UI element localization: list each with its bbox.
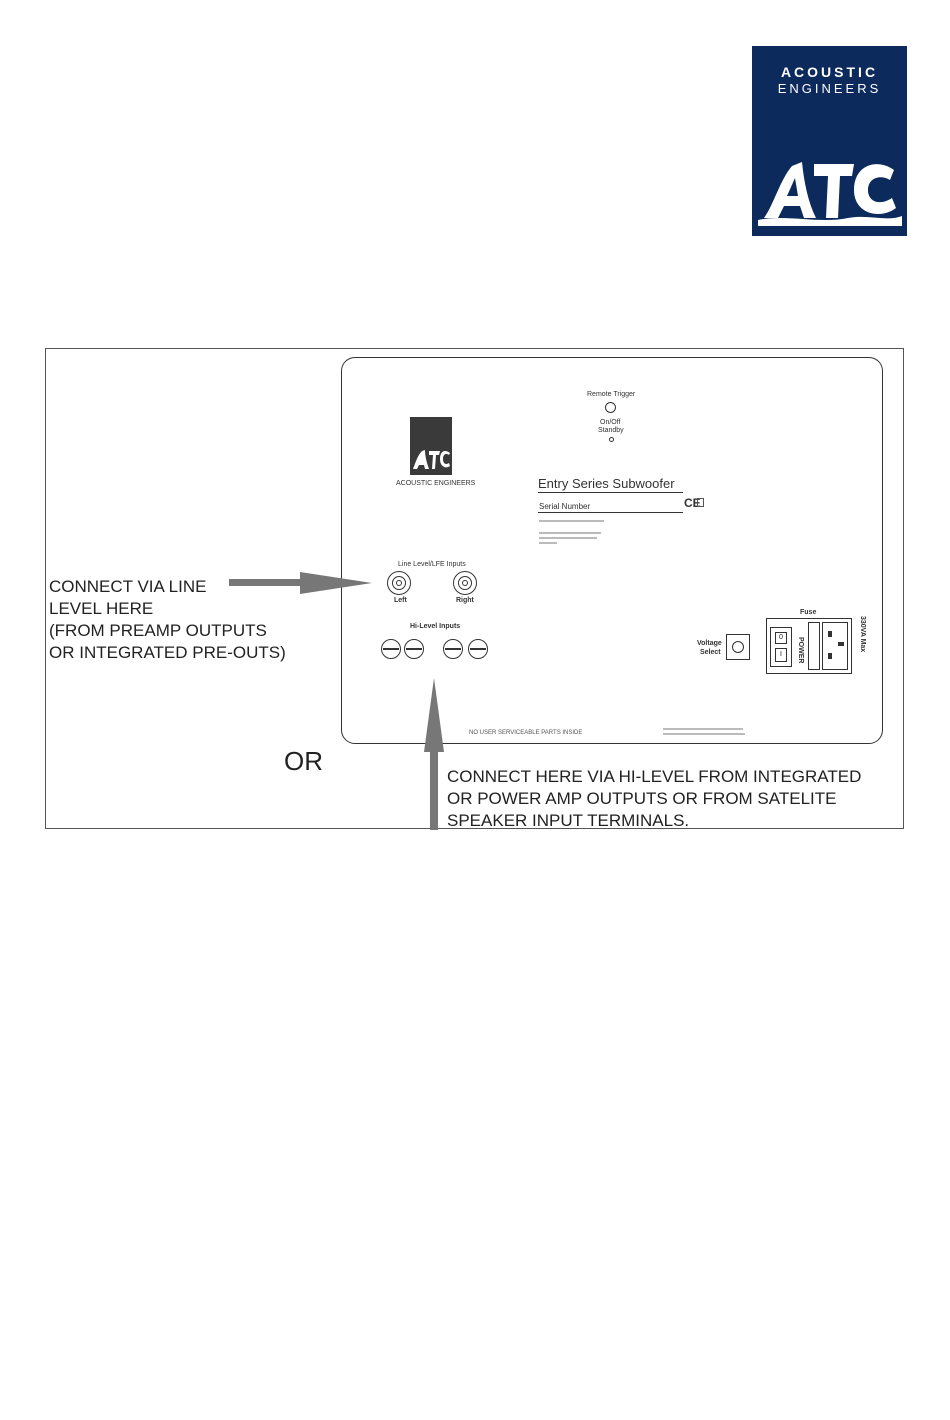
select-label: Select — [700, 649, 721, 656]
on-off-label: On/Off — [600, 419, 621, 426]
hi-level-callout-line: CONNECT HERE VIA HI-LEVEL FROM INTEGRATED — [447, 767, 862, 786]
panel-brand-text: ACOUSTIC ENGINEERS — [396, 480, 476, 487]
standby-label: Standby — [598, 427, 624, 434]
logo-line-2: ENGINEERS — [777, 81, 882, 96]
right-label: Right — [456, 597, 474, 604]
line-level-inputs-label: Line Level/LFE Inputs — [398, 561, 466, 568]
ce-mark: CE — [684, 496, 701, 510]
left-label: Left — [394, 597, 407, 604]
hi-level-inputs-label: Hi-Level Inputs — [410, 623, 461, 630]
model-title: Entry Series Subwoofer — [538, 476, 675, 491]
logo-line-1: ACOUSTIC — [780, 64, 879, 80]
no-user-serviceable-label: NO USER SERVICEABLE PARTS INSIDE — [469, 730, 583, 736]
line-level-callout — [49, 576, 286, 664]
line-level-callout-line: (FROM PREAMP OUTPUTS — [49, 621, 267, 640]
serial-number-label: Serial Number — [539, 502, 591, 511]
power-label: POWER — [797, 637, 804, 664]
max-power-label: 330VA Max — [859, 616, 866, 653]
hi-level-callout-line: OR POWER AMP OUTPUTS OR FROM SATELITE — [447, 789, 837, 808]
hi-level-callout-line: SPEAKER INPUT TERMINALS. — [447, 811, 690, 830]
fuse-label: Fuse — [800, 609, 817, 616]
voltage-label: Voltage — [697, 640, 722, 647]
hi-level-arrow — [424, 678, 444, 830]
hi-level-callout — [447, 766, 861, 832]
line-level-callout-line: CONNECT VIA LINE — [49, 577, 207, 596]
or-text: OR — [284, 746, 323, 776]
line-level-callout-line: LEVEL HERE — [49, 599, 154, 618]
line-level-callout-line: OR INTEGRATED PRE-OUTS) — [49, 643, 286, 662]
remote-trigger-label: Remote Trigger — [587, 391, 636, 398]
power-switch[interactable]: 0 I — [770, 627, 792, 667]
